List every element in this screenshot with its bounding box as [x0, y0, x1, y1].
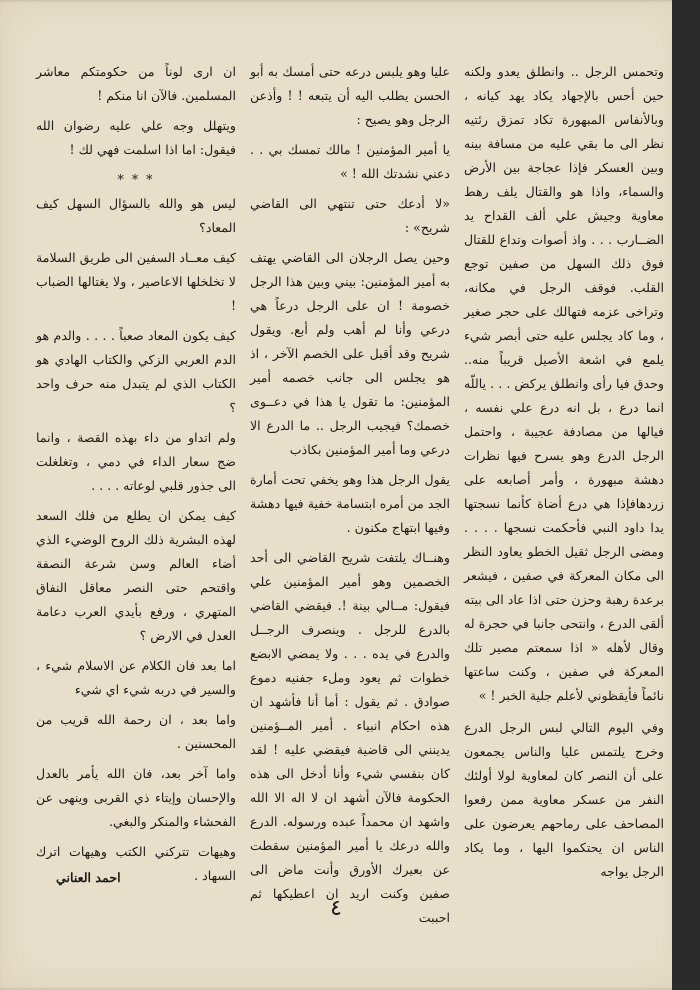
paragraph: كيف يمكن ان يطلع من فلك السعد لهذه البشرية ذلك الروح الوضيء الذي أضاء العالم وسن شرعة النصفة واقتحم حتى النصر معاقل النفاق المتهري ، ورفع بأيدي العرب دعامة العدل في الارض ؟ — [36, 508, 236, 643]
paragraph: ولم اتداو من داء بهذه القصة ، وانما ضج سعار الداء في دمي ، وتغلغلت الى جذور قلبي لوعاته . . . . — [36, 430, 236, 493]
paragraph: كيف يكون المعاد صعباً . . . . والدم هو الدم العربي الزكي والكتاب الهادي هو الكتاب الذي لم يتبدل منه حرف واحد ؟ — [36, 328, 236, 415]
paragraph: واما بعد ، ان رحمة الله قريب من المحسنين . — [36, 712, 236, 751]
paragraph: يقول الرجل هذا وهو يخفي تحت أمارة الجد من أمره ابتسامة خفية فيها دهشة وفيها ابتهاج مكنون . — [250, 472, 450, 535]
quote: «لا أدعك حتى تنتهي الى القاضي شريح» : — [250, 196, 450, 235]
paragraph: وهيهات تتركني الكتب وهيهات اترك السهاد . — [36, 844, 236, 883]
column-left — [36, 60, 236, 892]
column-middle — [250, 60, 450, 925]
quote: يا أمير المؤمنين ! مالك تمسك بي . . دعني نشدتك الله ! » — [250, 142, 450, 181]
paragraph: عليا وهو يلبس درعه حتى أمسك به أبو الحسن يطلب اليه أن يتبعه ! ! وأذعن الرجل وهو يصيح : — [250, 64, 450, 127]
column-right — [464, 60, 664, 892]
page-edge — [672, 0, 686, 990]
author-name: احمد العناني — [56, 870, 121, 885]
paragraph: وهنــاك يلتفت شريح القاضي الى أحد الخصمين وهو أمير المؤمنين علي فيقول: مــالي بينة !. فيقضي القاضي بالدرع للرجل . وينصرف الرجــل والدرع في يده . . . ولا يمضي الابضع خطوات ثم يعود وملء جفنيه دموع صوادق . ثم يقول : أما أنا فأشهد ان هذه احكام انبياء . أمير المــؤمنين يدينني الى قاضية فيقضي عليه ! لقد كان بنفسي شيء وأنا أدخل الى هذه الحكومة فالآن أشهد ان لا اله الا الله واشهد ان محمداً عبده ورسوله. الدرع والله درعك يا أمير المؤمنين سقطت عن بعيرك الأورق وأنت ماض الى صفين وكنت اريد ان اعطيكها ثم احببت — [250, 550, 450, 925]
paragraph: واما آخر بعد، فان الله يأمر بالعدل والإحسان وإيتاء ذي القربى وينهى عن الفحشاء والمنكر والبغي. — [36, 766, 236, 829]
paragraph: ويتهلل وجه علي عليه رضوان الله فيقول: اما اذا اسلمت فهي لك ! — [36, 118, 236, 157]
paragraph: وفي اليوم التالي لبس الرجل الدرع وخرج يلتمس عليا والناس يجمعون على أن النصر كان لمعاوية لولا أولئك النفر من عسكر معاوية ممن رفعوا المصاحف على رماحهم يعرضون على الناس ان يحتكموا اليها ، وما يكاد الرجل يواجه — [464, 720, 664, 879]
article-columns — [34, 60, 664, 925]
paragraph: ليس هو والله بالسؤال السهل كيف المعاد؟ — [36, 196, 236, 235]
section-divider-stars: * * * — [117, 172, 155, 187]
paragraph: كيف معــاد السفين الى طريق السلامة لا تخلخلها الاعاصير ، ولا يغتالها الضباب ! — [36, 250, 236, 313]
paragraph: ان ارى لوناً من حكومتكم معاشر المسلمين. فالآن انا منكم ! — [36, 64, 236, 103]
paragraph: اما بعد فان الكلام عن الاسلام شيء ، والسير في دربه شيء اي شيء — [36, 658, 236, 697]
page-number: ٤ — [330, 896, 342, 921]
paragraph: وحين يصل الرجلان الى القاضي يهتف به أمير المؤمنين: بيني وبين هذا الرجل خصومة ! ان على الرجل درعاً هي درعي وأنا لم أهب ولم أبع. ويقول شريح وقد أقبل على الخصم الآخر ، اذ هو يجلس الى جانب خصمه أمير المؤمنين: ما تقول يا هذا في دعــوى خصمك؟ فيجيب الرجل .. ما الدرع الا درعي وما أمير المؤمنين بكاذب — [250, 250, 450, 457]
paragraph: وتحمس الرجل .. وانطلق يعدو ولكنه حين أحس بالإجهاد يكاد يهد كيانه ، وبالأنفاس المبهورة تكاد تمزق رئتيه نظر الى ما بقي عليه من مسافة بينه وبين العسكر فإذا عجاجة بين الأرض والسماء، واذا هو والقتال يلف رهط معاوية وجيش علي ألف القداح يد الضــارب . . . واذ أصوات وتداع للقتال فوق ذلك السهل من صفين توجع القلب. فوقف الرجل في مكانه، وتراخى عزمه فتهالك على حجر صغير ، وما كاد يجلس عليه حتى أبصر شيء يلمع في اشعة الأصيل قريباً منه.. وحدق فيا رأى وانطلق يركض . . . ياللّه انما درع ، بل انه درع علي نفسه ، فيالها من مصادفة عجيبة ، واحتمل الرجل الدرع وهو يسرح فيها نظرات دهشة مبهورة ، وأمر أصابعه على زردهافإذا هي درع أضاة كأنما نسجتها يدا داود النبي فأحكمت نسجها . . . . ومضى الرجل ثقيل الخطو يعاود النظر الى مكان المعركة في صفين ، فيشعر برعدة رهبة وحزن حتى اذا عاد الى بيته ألقى الدرع ، وانتحى جانبا في حجرة له وقال لأهله « اذا سمعتم مصير تلك المعركة في صفين ، وكنت ساعتها نائماً فأيقظوني لأعلم جلية الخبر ! » — [464, 64, 664, 703]
